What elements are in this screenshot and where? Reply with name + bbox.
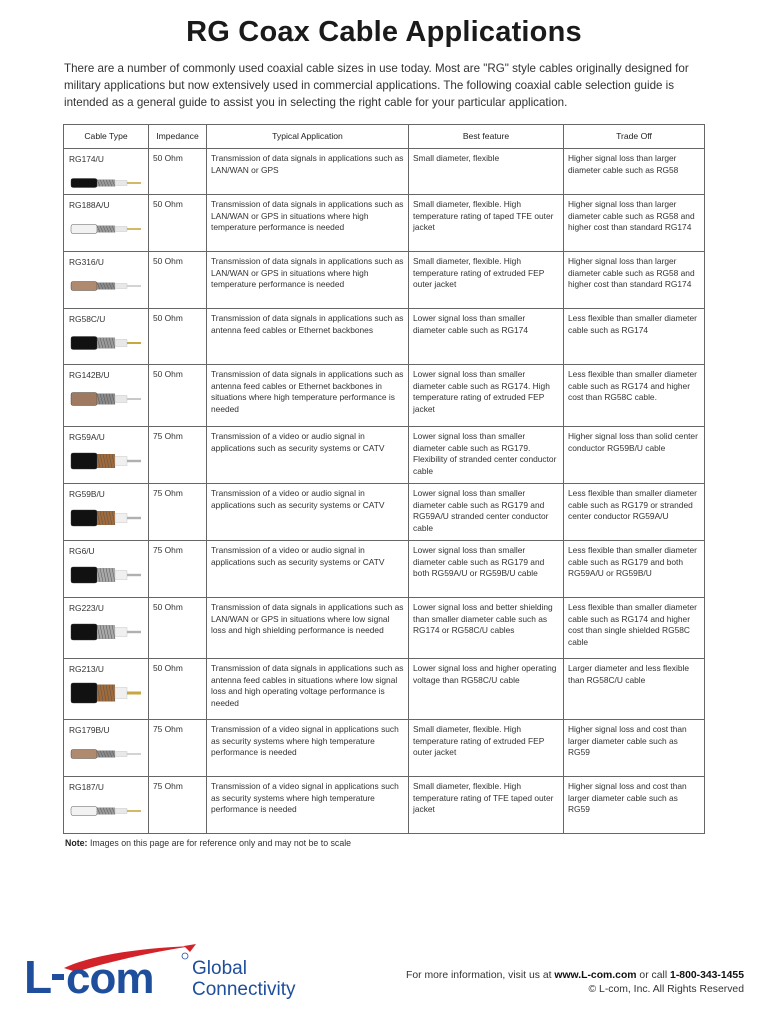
cell-cable-type (64, 149, 149, 195)
cable-image-icon (69, 332, 143, 354)
cell-typical-application: Transmission of data signals in applications such as LAN/WAN or GPS in situations where high temperature performance is needed (207, 252, 409, 309)
table-row (64, 195, 705, 252)
cell-best-feature: Small diameter, flexible (409, 149, 564, 195)
cable-type-name: RG316/U (69, 257, 104, 267)
note-text: Images on this page are for reference only and may not be to scale (89, 838, 352, 848)
cell-best-feature: Lower signal loss than smaller diameter cable such as RG179. Flexibility of stranded center conductor cable (409, 427, 564, 484)
cell-best-feature: Small diameter, flexible. High temperature rating of extruded FEP outer jacket (409, 720, 564, 777)
cell-impedance: 75 Ohm (149, 720, 207, 777)
phone-number: 1-800-343-1455 (670, 970, 744, 981)
table-header-row (64, 125, 705, 149)
table-row (64, 149, 705, 195)
cell-trade-off: Higher signal loss and cost than larger diameter cable such as RG59 (564, 777, 705, 834)
cable-image-icon (69, 275, 143, 297)
cell-cable-type (64, 541, 149, 598)
cell-cable-type (64, 195, 149, 252)
cell-trade-off: Higher signal loss than larger diameter cable such as RG58 and higher cost than standard RG174 (564, 252, 705, 309)
cell-typical-application: Transmission of data signals in applications such as LAN/WAN or GPS in situations where high temperature performance is needed (207, 195, 409, 252)
cable-image-icon (69, 682, 143, 704)
header-cable-type: Cable Type (64, 125, 149, 149)
cell-best-feature: Lower signal loss and better shielding than smaller diameter cable such as RG174 or RG58C/U cables (409, 598, 564, 659)
cell-best-feature: Lower signal loss than smaller diameter cable such as RG174. High temperature rating of extruded FEP jacket (409, 365, 564, 427)
cell-trade-off: Higher signal loss and cost than larger diameter cable such as RG59 (564, 720, 705, 777)
cell-impedance: 75 Ohm (149, 427, 207, 484)
cable-type-name: RG59B/U (69, 489, 105, 499)
cable-type-name: RG6/U (69, 546, 95, 556)
cell-best-feature: Lower signal loss than smaller diameter cable such as RG179 and both RG59A/U or RG59B/U cable (409, 541, 564, 598)
logo-tagline-2: Connectivity (192, 979, 296, 1000)
cable-image-icon (69, 743, 143, 765)
cell-cable-type (64, 777, 149, 834)
note-label: Note: (65, 838, 88, 848)
cell-best-feature: Lower signal loss and higher operating voltage than RG58C/U cable (409, 659, 564, 720)
table-row (64, 252, 705, 309)
table-row (64, 659, 705, 720)
cable-image-icon (69, 388, 143, 410)
cell-cable-type (64, 720, 149, 777)
cell-trade-off: Larger diameter and less flexible than RG58C/U cable (564, 659, 705, 720)
cell-trade-off: Higher signal loss than solid center conductor RG59B/U cable (564, 427, 705, 484)
cell-cable-type (64, 484, 149, 541)
svg-text:L: L (24, 951, 52, 1003)
header-trade-off: Trade Off (564, 125, 705, 149)
cable-image-icon (69, 621, 143, 643)
table-row (64, 541, 705, 598)
cell-cable-type (64, 659, 149, 720)
cell-best-feature: Small diameter, flexible. High temperature rating of TFE taped outer jacket (409, 777, 564, 834)
cell-best-feature: Lower signal loss than smaller diameter cable such as RG174 (409, 309, 564, 365)
cell-trade-off: Less flexible than smaller diameter cable such as RG179 and both RG59A/U or RG59B/U (564, 541, 705, 598)
cell-cable-type (64, 252, 149, 309)
website-link[interactable]: www.L-com.com (554, 970, 637, 981)
copyright: © L-com, Inc. All Rights Reserved (588, 984, 744, 995)
cell-impedance: 50 Ohm (149, 252, 207, 309)
cell-trade-off: Higher signal loss than larger diameter cable such as RG58 (564, 149, 705, 195)
page-title: RG Coax Cable Applications (186, 16, 582, 48)
cell-impedance: 50 Ohm (149, 195, 207, 252)
cell-cable-type (64, 427, 149, 484)
cell-typical-application: Transmission of data signals in applications such as antenna feed cables or Ethernet backbones (207, 309, 409, 365)
cell-trade-off: Less flexible than smaller diameter cable such as RG179 or stranded center conductor RG59A/U (564, 484, 705, 541)
cable-type-name: RG213/U (69, 664, 104, 674)
table-row (64, 598, 705, 659)
logo-tagline-1: Global (192, 958, 247, 979)
scale-note (65, 838, 351, 848)
cable-type-name: RG179B/U (69, 725, 110, 735)
cell-best-feature: Lower signal loss than smaller diameter cable such as RG179 and RG59A/U stranded center conductor cable (409, 484, 564, 541)
cell-impedance: 50 Ohm (149, 309, 207, 365)
cell-trade-off: Less flexible than smaller diameter cable such as RG174 and higher cost than RG58C cable. (564, 365, 705, 427)
cable-type-name: RG188A/U (69, 200, 110, 210)
cell-cable-type (64, 598, 149, 659)
cable-type-name: RG223/U (69, 603, 104, 613)
footer-contact (406, 969, 744, 997)
cell-impedance: 75 Ohm (149, 484, 207, 541)
footer-middle: or call (636, 970, 671, 981)
header-typical-application: Typical Application (207, 125, 409, 149)
cable-image-icon (69, 800, 143, 822)
cell-typical-application: Transmission of a video signal in applications such as security systems where high temperature performance is needed (207, 777, 409, 834)
footer-contact-line (406, 969, 744, 983)
cell-best-feature: Small diameter, flexible. High temperature rating of taped TFE outer jacket (409, 195, 564, 252)
cable-image-icon (69, 507, 143, 529)
cable-type-name: RG174/U (69, 154, 104, 164)
cable-image-icon (69, 450, 143, 472)
cable-type-name: RG142B/U (69, 370, 110, 380)
table-row (64, 777, 705, 834)
cell-typical-application: Transmission of data signals in applications such as antenna feed cables or Ethernet backbones in situations where high temperature performance is needed (207, 365, 409, 427)
cell-typical-application: Transmission of a video or audio signal in applications such as security systems or CATV (207, 541, 409, 598)
cell-impedance: 50 Ohm (149, 659, 207, 720)
l-com-logo (24, 944, 304, 1004)
cell-impedance: 50 Ohm (149, 598, 207, 659)
cable-type-name: RG187/U (69, 782, 104, 792)
cell-impedance: 50 Ohm (149, 149, 207, 195)
cell-cable-type (64, 309, 149, 365)
svg-text:com: com (66, 954, 154, 1003)
cell-impedance: 75 Ohm (149, 541, 207, 598)
table-row (64, 720, 705, 777)
cell-typical-application: Transmission of data signals in applications such as LAN/WAN or GPS (207, 149, 409, 195)
table-row (64, 309, 705, 365)
footer-prefix: For more information, visit us at (405, 970, 555, 981)
header-impedance: Impedance (149, 125, 207, 149)
cell-trade-off: Less flexible than smaller diameter cable such as RG174 and higher cost than single shielded RG58C cable (564, 598, 705, 659)
cell-typical-application: Transmission of data signals in applications such as antenna feed cables in situations where low signal loss and high operating voltage performance is needed (207, 659, 409, 720)
table-row (64, 484, 705, 541)
cable-image-icon (69, 218, 143, 240)
cable-selection-table (63, 124, 705, 834)
cell-typical-application: Transmission of data signals in applications such as LAN/WAN or GPS in situations where low signal loss and high shielding performance is needed (207, 598, 409, 659)
header-best-feature: Best feature (409, 125, 564, 149)
table-row (64, 427, 705, 484)
cable-type-name: RG58C/U (69, 314, 106, 324)
cell-cable-type (64, 365, 149, 427)
cable-image-icon (69, 172, 143, 194)
cell-trade-off: Less flexible than smaller diameter cable such as RG174 (564, 309, 705, 365)
cell-impedance: 75 Ohm (149, 777, 207, 834)
cell-trade-off: Higher signal loss than larger diameter cable such as RG58 and higher cost than standard RG174 (564, 195, 705, 252)
cell-best-feature: Small diameter, flexible. High temperature rating of extruded FEP outer jacket (409, 252, 564, 309)
cell-typical-application: Transmission of a video or audio signal in applications such as security systems or CATV (207, 484, 409, 541)
cell-typical-application: Transmission of a video signal in applications such as security systems where high temperature performance is needed (207, 720, 409, 777)
cell-typical-application: Transmission of a video or audio signal in applications such as security systems or CATV (207, 427, 409, 484)
cable-image-icon (69, 564, 143, 586)
table-row (64, 365, 705, 427)
cable-type-name: RG59A/U (69, 432, 105, 442)
intro-paragraph: There are a number of commonly used coaxial cable sizes in use today. Most are "RG" style cables originally designed for military applications but now extensively used in commercial applications. The following coaxial cable selection guide is intended as a general guide to assist you in selecting the right cable for your particular application. (64, 62, 689, 109)
l-com-logo-graphic (24, 944, 304, 1004)
cell-impedance: 50 Ohm (149, 365, 207, 427)
